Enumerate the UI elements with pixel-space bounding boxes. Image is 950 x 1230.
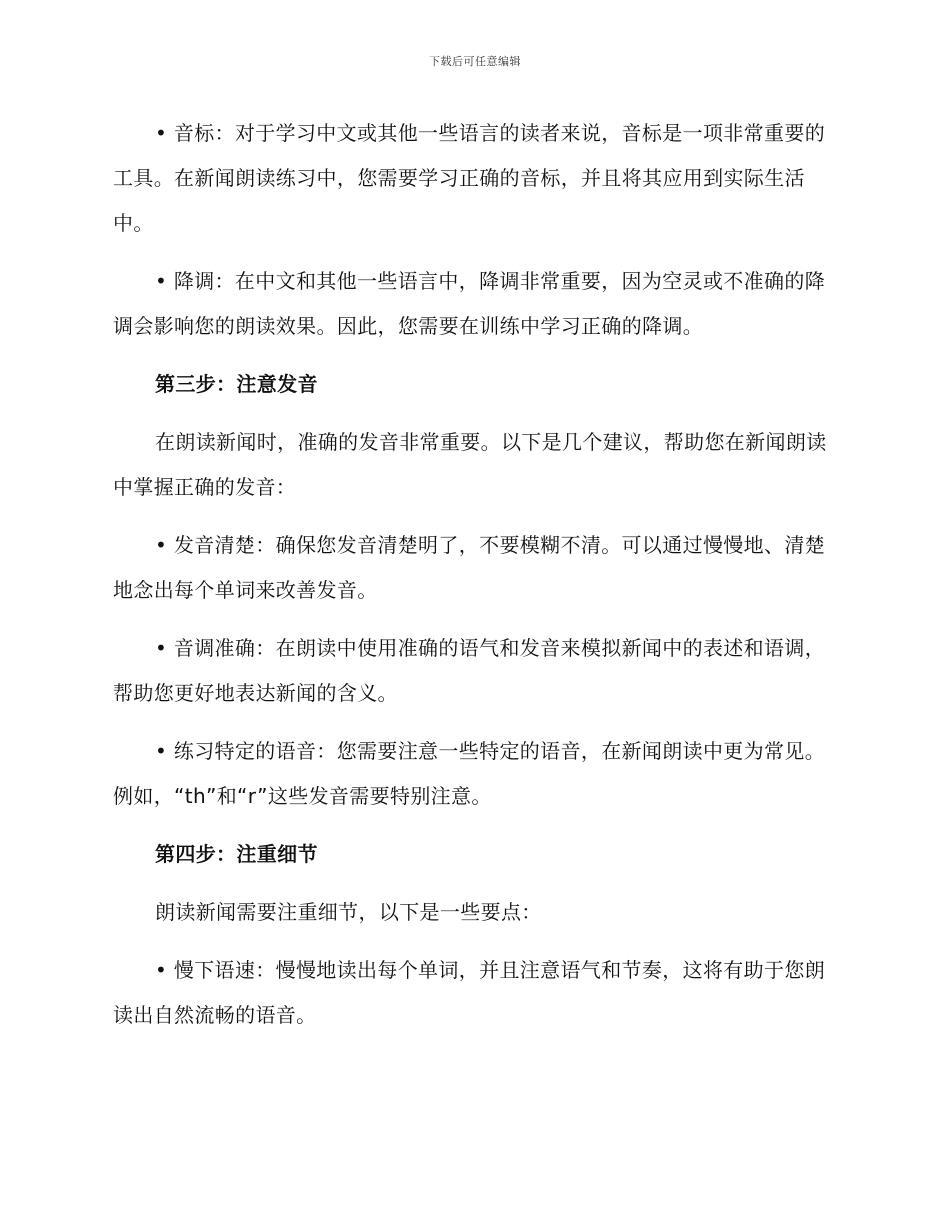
document-body [113, 111, 837, 1051]
step-4-intro: 朗读新闻需要注重细节，以下是一些要点： [155, 900, 542, 924]
bullet-slow-down: • 慢下语速：慢慢地读出每个单词，并且注意语气和节奏，这将有助于您朗读出自然流畅的语音。 [113, 958, 826, 1027]
section-heading-step-3: 第三步：注意发音 [155, 372, 318, 396]
bullet-falling-tone: • 降调：在中文和其他一些语言中，降调非常重要，因为空灵或不准确的降调会影响您的朗读效果。因此，您需要在训练中学习正确的降调。 [113, 269, 826, 338]
section-heading-step-4: 第四步：注重细节 [155, 842, 318, 866]
bullet-clear-pronunciation: • 发音清楚：确保您发音清楚明了，不要模糊不清。可以通过慢慢地、清楚地念出每个单词来改善发音。 [113, 533, 826, 602]
bullet-phonetic-symbols: • 音标：对于学习中文或其他一些语言的读者来说，音标是一项非常重要的工具。在新闻朗读练习中，您需要学习正确的音标，并且将其应用到实际生活中。 [113, 121, 826, 235]
step-3-intro: 在朗读新闻时，准确的发音非常重要。以下是几个建议，帮助您在新闻朗读中掌握正确的发音： [113, 430, 827, 499]
page-header: 下载后可任意编辑 [429, 55, 521, 68]
bullet-specific-sounds: • 练习特定的语音：您需要注意一些特定的语音，在新闻朗读中更为常见。例如，“th”和“r”这些发音需要特别注意。 [113, 739, 826, 808]
bullet-accurate-tone: • 音调准确：在朗读中使用准确的语气和发音来模拟新闻中的表述和语调，帮助您更好地表达新闻的含义。 [113, 636, 826, 705]
